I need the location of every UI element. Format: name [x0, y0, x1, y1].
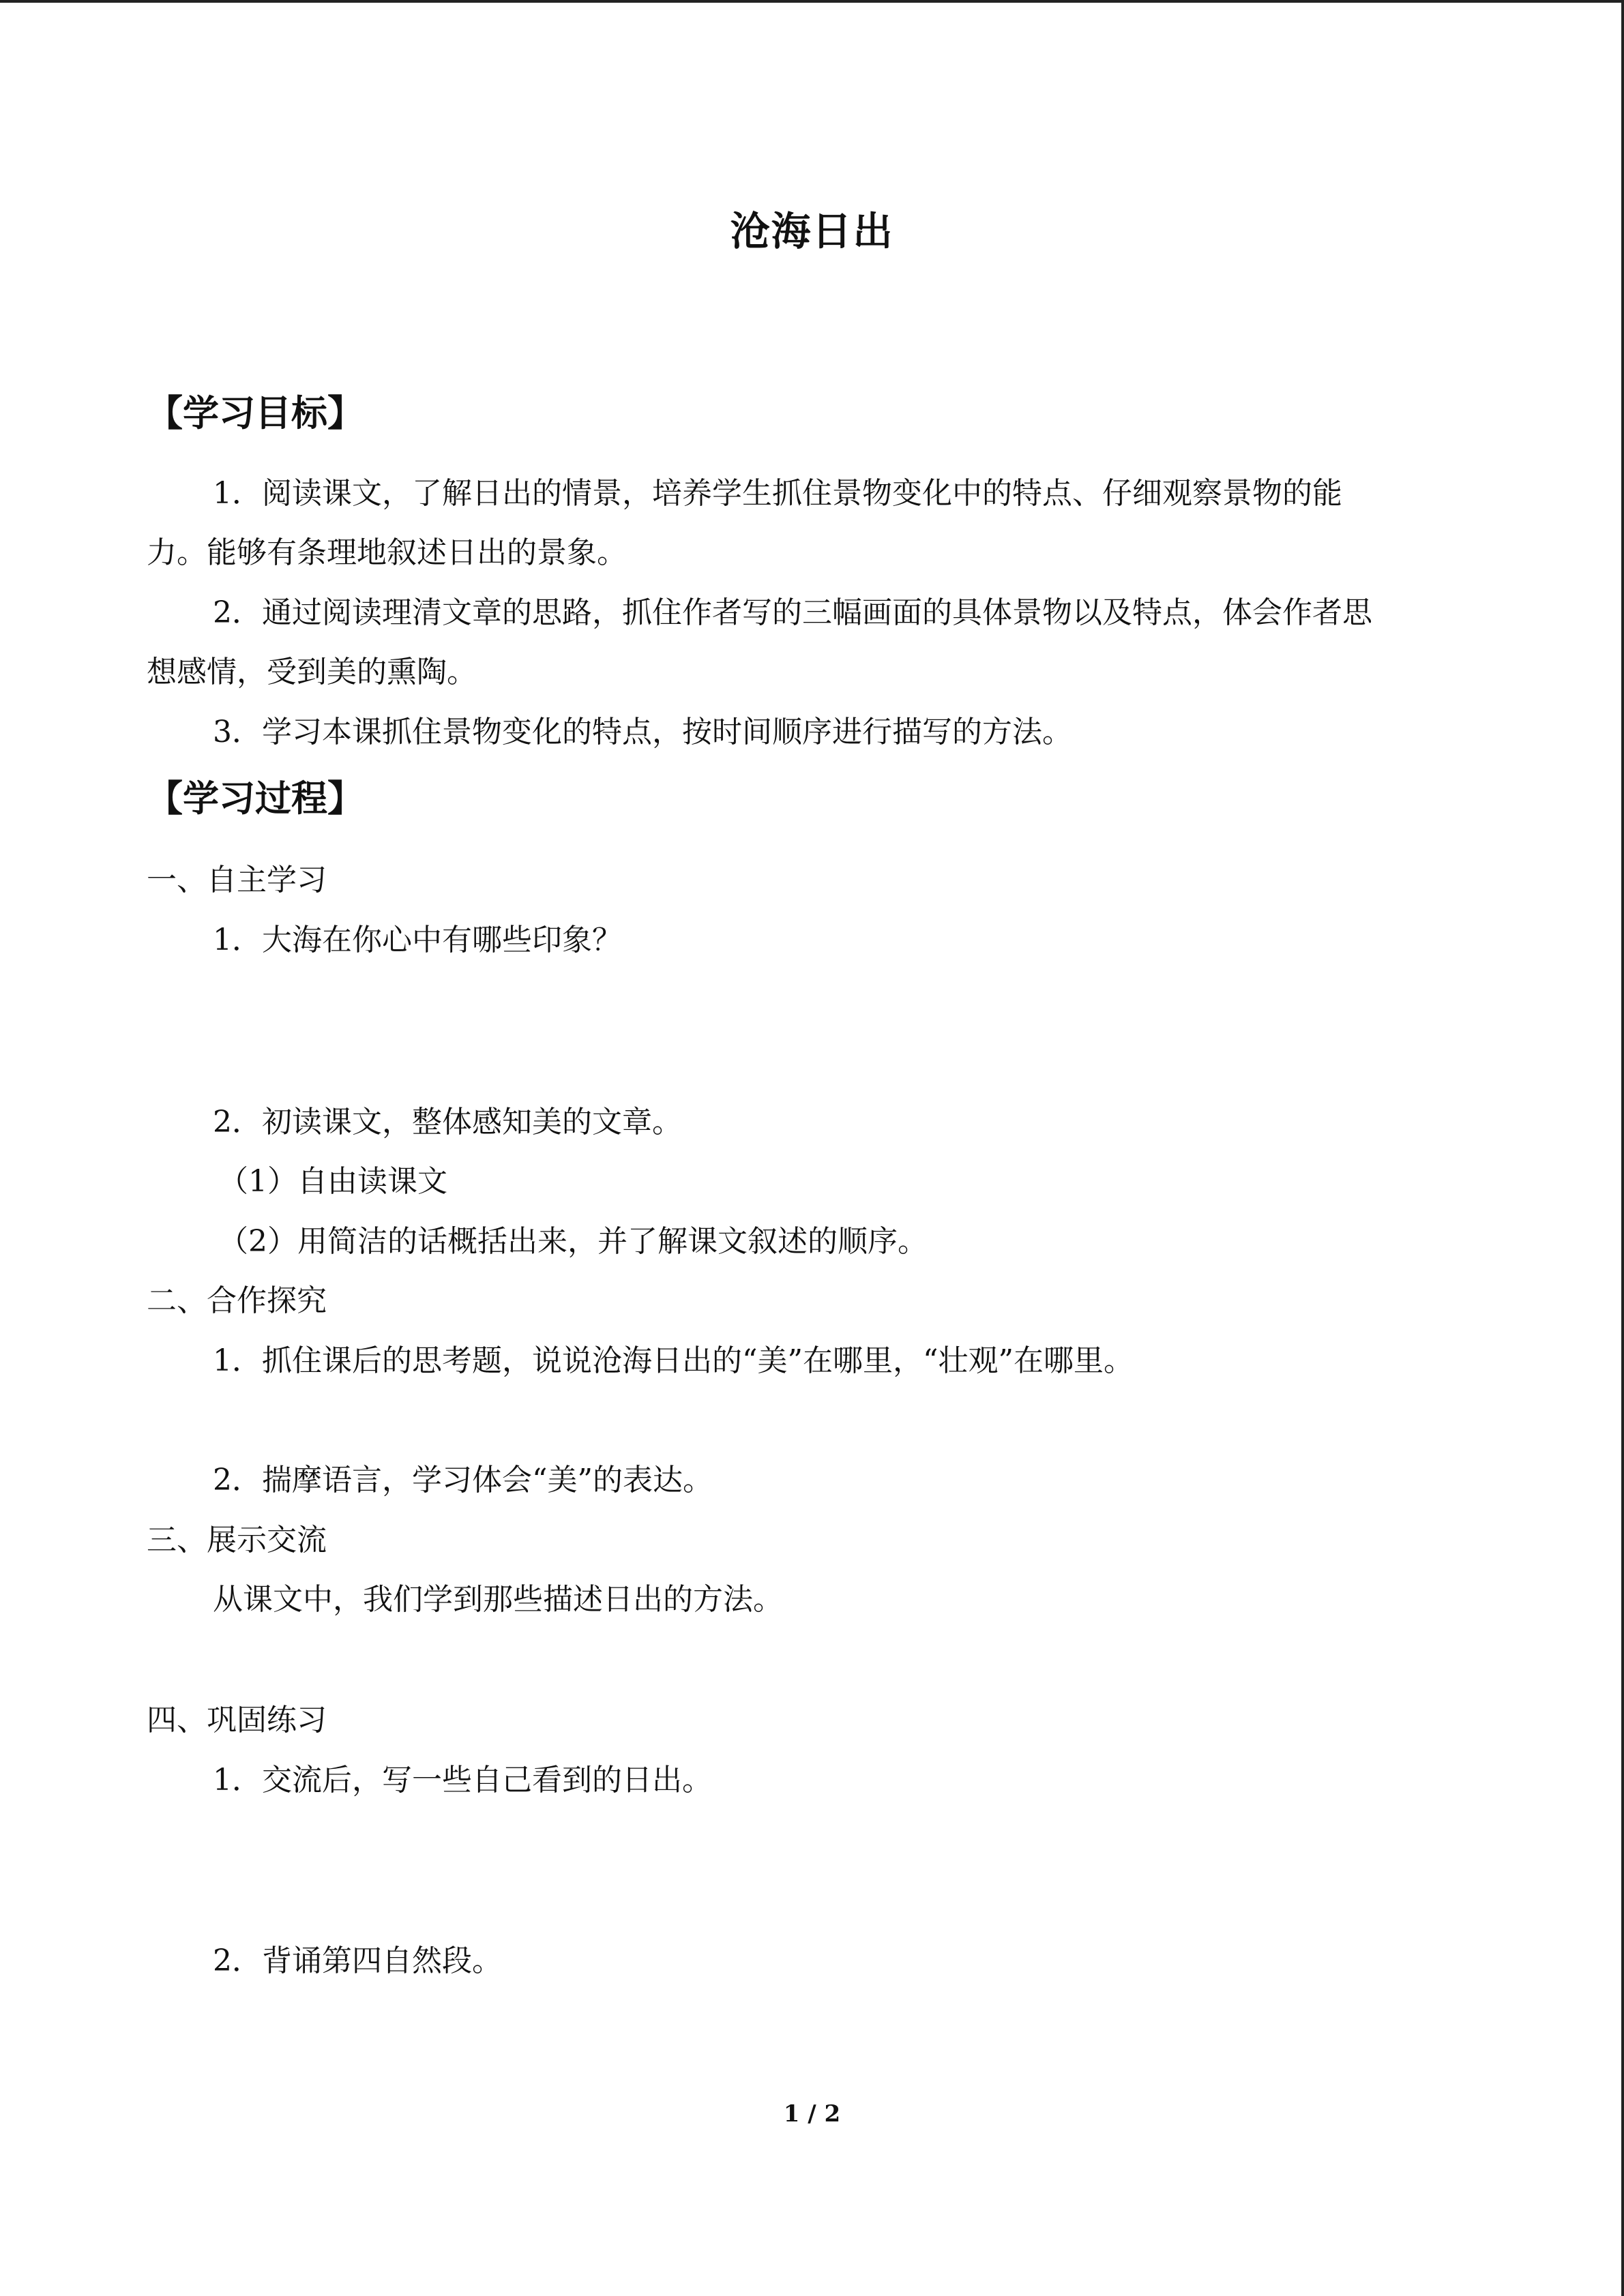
- objective-2-line-2: 想感情，受到美的熏陶。: [147, 655, 477, 689]
- page-number: 1 / 2: [783, 2100, 841, 2128]
- objective-3: 3．学习本课抓住景物变化的特点，按时间顺序进行描写的方法。: [213, 715, 1072, 749]
- part-1-question-2-sub-2: （2）用简洁的话概括出来，并了解课文叙述的顺序。: [218, 1224, 928, 1259]
- objective-1-line-2: 力。能够有条理地叙述日出的景象。: [147, 535, 627, 570]
- part-1-question-1: 1．大海在你心中有哪些印象？: [213, 923, 622, 957]
- part-2-title: 二、合作探究: [147, 1283, 327, 1318]
- part-4-question-2: 2．背诵第四自然段。: [213, 1943, 502, 1978]
- part-1-question-2-sub-1: （1）自由读课文: [218, 1164, 447, 1199]
- part-3-title: 三、展示交流: [147, 1523, 327, 1557]
- part-2-question-2: 2．揣摩语言，学习体会“美”的表达。: [213, 1463, 713, 1497]
- part-2-question-1: 1．抓住课后的思考题，说说沧海日出的“美”在哪里，“壮观”在哪里。: [213, 1343, 1134, 1378]
- process-heading: 【学习过程】: [147, 777, 364, 820]
- objective-1-line-1: 1．阅读课文，了解日出的情景，培养学生抓住景物变化中的特点、仔细观察景物的能: [213, 476, 1342, 511]
- page-border-top: [0, 0, 1624, 3]
- objectives-heading: 【学习目标】: [147, 392, 364, 434]
- page-border-right: [1621, 0, 1624, 2296]
- objective-2-line-1: 2．通过阅读理清文章的思路，抓住作者写的三幅画面的具体景物以及特点，体会作者思: [213, 595, 1372, 630]
- part-1-title: 一、自主学习: [147, 863, 327, 897]
- part-3-text: 从课文中，我们学到那些描述日出的方法。: [213, 1582, 783, 1617]
- part-4-title: 四、巩固练习: [147, 1703, 327, 1738]
- part-1-question-2: 2．初读课文，整体感知美的文章。: [213, 1105, 682, 1139]
- part-4-question-1: 1．交流后，写一些自己看到的日出。: [213, 1763, 712, 1798]
- document-title: 沧海日出: [730, 208, 894, 254]
